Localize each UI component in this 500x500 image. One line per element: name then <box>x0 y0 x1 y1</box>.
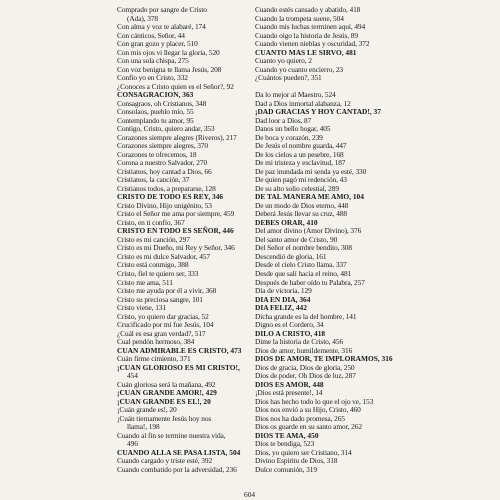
index-entry: 496 <box>127 439 138 449</box>
index-entry: Cuando vienen nieblas y oscuridad, 372 <box>255 39 370 49</box>
index-entry: Cristianos, la canción, 37 <box>117 175 190 185</box>
index-entry: ¡Cuán tiernamente Jesús hoy nos <box>117 413 212 423</box>
page-number: 604 <box>244 490 256 499</box>
index-entry: Cristo, en ti confío, 367 <box>117 217 185 227</box>
index-entry: Cuán firme cimiento, 371 <box>117 354 191 364</box>
index-column-left <box>117 6 257 474</box>
index-entry: Dios de poder, Oh Dios de luz, 287 <box>255 371 356 381</box>
index-entry: ¡CUAN GLORIOSO ES MI CRISTO!, <box>117 362 240 372</box>
index-entry: llama!, 198 <box>127 422 160 432</box>
index-entry: DIOS DE AMOR, TE IMPLORAMOS, 316 <box>255 354 393 364</box>
index-entry: ¡Cuán grande es!, 20 <box>117 405 177 415</box>
index-entry: Cuando la trompeta suene, 504 <box>255 13 344 23</box>
index-entry: Dios has hecho todo lo que el ojo ve, 153 <box>255 396 374 406</box>
index-entry: Descendió de gloria, 161 <box>255 251 327 261</box>
index-entry: Dios nos ha dado promesa, 265 <box>255 413 345 423</box>
index-entry: DE TAL MANERA ME AMO, 104 <box>255 192 364 202</box>
index-entry: Confío yo en Cristo, 332 <box>117 73 188 83</box>
index-entry: ¡CUAN GRANDE ES EL!, 20 <box>117 396 211 406</box>
index-entry: Con una sola chispa, 275 <box>117 56 189 66</box>
index-entry: De mi tristeza y esclavitud, 187 <box>255 158 346 168</box>
index-entry: Cristo está conmigo, 388 <box>117 260 189 270</box>
index-entry: Dios de gracia, Dios de gloria, 250 <box>255 362 355 372</box>
index-entry: CUANTO MAS LE SIRVO, 481 <box>255 47 357 57</box>
index-entry: Corazones siempre alegres, 370 <box>117 141 208 151</box>
index-entry: Cristo me ama, 511 <box>117 277 173 287</box>
index-entry: De boca y corazón, 239 <box>255 132 323 142</box>
index-entry: Contemplando tu amor, 95 <box>117 115 194 125</box>
index-entry: Con cánticos, Señor, 44 <box>117 30 185 40</box>
index-entry: Corona a nuestro Salvador, 270 <box>117 158 208 168</box>
index-entry: Corazones te ofrecemos, 18 <box>117 149 197 159</box>
index-entry: Con gran gozo y placer, 510 <box>117 39 198 49</box>
index-entry: De paz inundada mi senda ya esté, 330 <box>255 166 367 176</box>
index-entry: Cuanto yo quiero, 2 <box>255 56 312 66</box>
index-entry: CRISTO DE TODO ES REY, 346 <box>117 192 224 202</box>
index-entry: Cuando yo cuanto encierro, 23 <box>255 64 344 74</box>
index-entry: Dulce comunión, 319 <box>255 464 317 474</box>
index-entry: De Jesús el nombre guarda, 447 <box>255 141 347 151</box>
index-entry: ¿Cuál es esa gran verdad?, 517 <box>117 328 206 338</box>
index-entry: Cristo es mi canción, 297 <box>117 234 190 244</box>
index-entry: Cuando al fin se termine nuestra vida, <box>117 430 226 440</box>
index-entry: Cristo Divino, Hijo unigénito, 53 <box>117 200 212 210</box>
index-entry: Dad loor a Dios, 87 <box>255 115 312 125</box>
index-entry: Dios nos envió a su Hijo, Cristo, 460 <box>255 405 361 415</box>
index-entry: Del Señor el nombre bendito, 308 <box>255 243 352 253</box>
index-entry: Cuando combatido por la adversidad, 236 <box>117 464 237 474</box>
index-entry: Cristo es mi Dueño, mi Rey y Señor, 346 <box>117 243 235 253</box>
index-entry: Digno es el Cordero, 34 <box>255 320 324 330</box>
index-entry: Cristo, yo quiero dar gracias, 52 <box>117 311 209 321</box>
index-entry: De quien pagó mi redención, 43 <box>255 175 347 185</box>
index-entry: Cual pendón hermoso, 384 <box>117 337 195 347</box>
index-entry: De los cielos a un pesebre, 168 <box>255 149 344 159</box>
index-entry: Consolaos, pueblo mío, 55 <box>117 107 194 117</box>
index-entry: Dime la historia de Cristo, 456 <box>255 337 344 347</box>
index-entry: ¿Conoces a Cristo quien es el Señor?, 92 <box>117 81 234 91</box>
index-entry: Después de haber oído tu Palabra, 257 <box>255 277 365 287</box>
index-entry: Comprado por sangre de Cristo <box>117 5 207 14</box>
index-entry: Dios de amor, humildemente, 316 <box>255 345 353 355</box>
index-entry: Cuando mis luchas terminen aquí, 494 <box>255 22 366 32</box>
index-entry: Con alma y voz te alabaré, 174 <box>117 22 206 32</box>
index-entry: Cristianos todos, a prepararse, 128 <box>117 183 216 193</box>
index-entry: Cuando oigo la historia de Jesús, 89 <box>255 30 358 40</box>
index-entry: Contigo, Cristo, quiero andar, 353 <box>117 124 215 134</box>
index-entry: CUAN ADMIRABLE ES CRISTO, 473 <box>117 345 242 355</box>
index-entry: Cristo el Señor me ama por siempre, 459 <box>117 209 235 219</box>
index-entry: Deberá Jesús llevar su cruz, 488 <box>255 209 348 219</box>
index-entry: DIOS ES AMOR, 448 <box>255 379 324 389</box>
index-entry: CONSAGRACION, 363 <box>117 90 194 100</box>
index-entry: DIA EN DIA, 364 <box>255 294 311 304</box>
index-entry: Cuando estés cansado y abatido, 418 <box>255 5 361 14</box>
index-entry: Cristianos, hoy cantad a Dios, 66 <box>117 166 212 176</box>
index-entry: ¡CUAN GRANDE AMOR!, 429 <box>117 388 217 398</box>
index-entry: CUANDO ALLA SE PASA LISTA, 504 <box>117 447 241 457</box>
index-entry: Dicha grande es la del hombre, 141 <box>255 311 357 321</box>
index-entry: Con mis ojos vi llegar la gloria, 520 <box>117 47 220 57</box>
index-entry: ¡Dios está presente!, 14 <box>255 388 323 398</box>
index-entry: Cristo es mi dulce Salvador, 457 <box>117 251 210 261</box>
index-entry: DIA FELIZ, 442 <box>255 303 307 313</box>
index-entry: Día de victoria, 129 <box>255 286 312 296</box>
index-entry: DEBES ORAR, 410 <box>255 217 318 227</box>
index-entry: ¿Cuántos pueden?, 351 <box>255 73 322 83</box>
index-entry: De un modo de Dios eterno, 448 <box>255 200 349 210</box>
index-entry: Del santo amor de Cristo, 90 <box>255 234 338 244</box>
index-entry: Cristo me ayuda por él a vivir, 368 <box>117 286 217 296</box>
index-entry: Crucificado por mí fue Jesús, 104 <box>117 320 214 330</box>
index-entry: Cuando cargado y triste esté, 392 <box>117 456 213 466</box>
index-entry: 454 <box>127 371 138 381</box>
index-entry: Dad a Dios inmortal alabanza, 12 <box>255 98 351 108</box>
index-entry: Cristo viene, 131 <box>117 303 167 313</box>
index-entry: Dios, yo quiero ser Cristiano, 314 <box>255 447 352 457</box>
index-entry: Del amor divino (Amor Divino), 376 <box>255 226 362 236</box>
index-entry: CRISTO EN TODO ES SEÑOR, 446 <box>117 226 234 236</box>
index-entry: Dios os guarde en su santo amor, 262 <box>255 422 362 432</box>
index-entry: Danos un bello hogar, 405 <box>255 124 331 134</box>
index-entry: Dios te bendiga, 523 <box>255 439 315 449</box>
index-entry: Desde el cielo Cristo llama, 337 <box>255 260 347 270</box>
index-entry: (Ada), 378 <box>127 13 159 23</box>
index-entry: Cristo su preciosa sangre, 101 <box>117 294 203 304</box>
index-entry: DILO A CRISTO, 418 <box>255 328 326 338</box>
index-entry: De su alto solio celestial, 289 <box>255 183 339 193</box>
index-entry: Desde que salí hacia el reino, 481 <box>255 268 352 278</box>
index-entry: Cuán gloriosa será la mañana, 492 <box>117 379 216 389</box>
index-entry: Con voz benigna te llama Jesús, 208 <box>117 64 222 74</box>
index-entry: ¡DAD GRACIAS Y HOY CANTAD!, 37 <box>255 107 381 117</box>
index-entry: Consagraos, oh Cristianos, 348 <box>117 98 207 108</box>
index-column-right <box>255 6 405 474</box>
index-entry: Corazones siempre alegres (Riveros), 217 <box>117 132 237 142</box>
index-entry: DIOS TE AMA, 450 <box>255 430 319 440</box>
index-entry: Divino Espíritu de Dios, 318 <box>255 456 338 466</box>
index-entry: Cristo, fiel te quiero ser, 333 <box>117 268 199 278</box>
index-entry: Da lo mejor al Maestro, 524 <box>255 90 336 100</box>
